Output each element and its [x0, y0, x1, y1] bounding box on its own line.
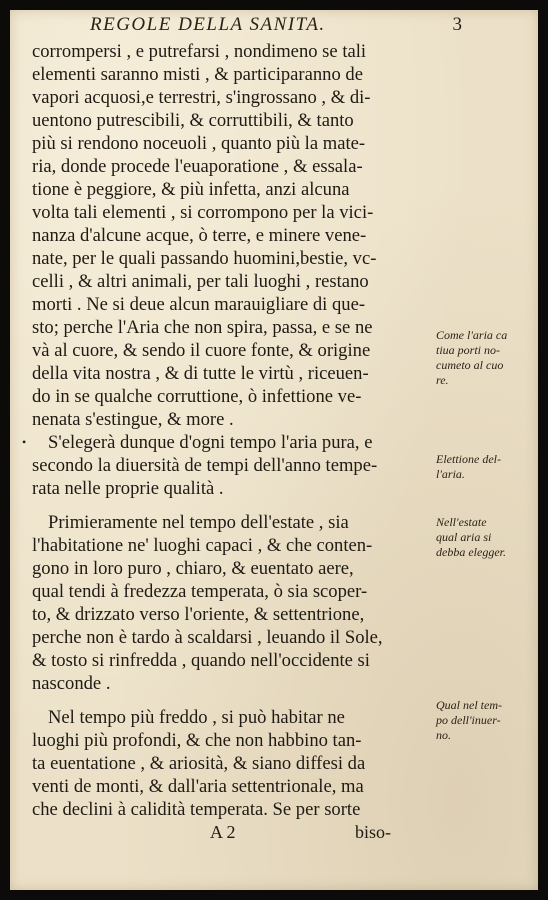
text-line: do in se qualche corruttione, ò infettione ve-	[32, 386, 362, 407]
text-line: nanza d'alcune acque, ò terre, e minere vene-	[32, 225, 367, 246]
text-line: tione è peggiore, & più infetta, anzi alcuna	[32, 179, 350, 200]
text-line: S'elegerà dunque d'ogni tempo l'aria pura, e	[48, 432, 373, 453]
text-line: nate, per le quali passando huomini,bestie, vc-	[32, 248, 377, 269]
text-line: sto; perche l'Aria che non spira, passa, e se ne	[32, 317, 373, 338]
margin-note	[436, 515, 506, 560]
margin-note	[436, 328, 507, 388]
text-line: corrompersi , e putrefarsi , nondimeno se tali	[32, 41, 367, 62]
text-line: qual tendi à fredezza temperata, ò sia scoper-	[32, 581, 368, 602]
text-line: che declini à calidità temperata. Se per sorte	[32, 799, 361, 820]
body-text	[22, 40, 434, 821]
text-line: & tosto si rinfredda , quando nell'occidente si	[32, 650, 370, 671]
running-head: REGOLE DELLA SANITA.	[90, 14, 326, 35]
margin-note-line: qual aria si	[436, 530, 492, 544]
margin-note-line: re.	[436, 373, 449, 387]
signature-mark: A 2	[210, 822, 236, 842]
margin-note-line: tiua porti no-	[436, 343, 501, 357]
text-line: nasconde .	[32, 673, 111, 694]
margin-note-line: l'aria.	[436, 467, 465, 481]
text-line: và al cuore, & sendo il cuore fonte, & origine	[32, 340, 371, 361]
paragraph-first-line: Primieramente nel tempo dell'estate , sia	[48, 512, 349, 533]
margin-note	[436, 452, 501, 482]
paragraph-first-line	[22, 431, 434, 454]
page-footer	[10, 822, 538, 846]
text-line: ria, donde procede l'euaporatione , & essala-	[32, 156, 363, 177]
margin-note-line: Elettione del-	[436, 452, 501, 466]
margin-notes	[436, 10, 536, 890]
catchword: biso-	[355, 822, 391, 842]
text-line: luoghi più profondi, & che non habbino tan-	[32, 730, 362, 751]
margin-note-line: Nell'estate	[436, 515, 487, 529]
margin-note-line: Come l'aria ca	[436, 328, 508, 342]
text-line: uentono putrescibili, & corruttibili, & tanto	[32, 110, 354, 131]
text-line: nenata s'estingue, & more .	[32, 409, 234, 430]
margin-note-line: cumeto al cuo	[436, 358, 504, 372]
text-line: perche non è tardo à scaldarsi , leuando il Sole,	[32, 627, 383, 648]
text-line: to, & drizzato verso l'oriente, & settentrione,	[32, 604, 365, 625]
text-line: elementi saranno misti , & participaranno de	[32, 64, 363, 85]
book-page	[10, 10, 538, 890]
text-line: vapori acquosi,e terrestri, s'ingrossano , & di-	[32, 87, 371, 108]
text-line: celli , & altri animali, per tali luoghi , restano	[32, 271, 369, 292]
text-line: volta tali elementi , si corrompono per la vici-	[32, 202, 374, 223]
paragraph-first-line: Nel tempo più freddo , si può habitar ne	[48, 707, 345, 728]
text-line: morti . Ne si deue alcun marauigliare di que-	[32, 294, 366, 315]
page-header	[90, 14, 470, 40]
margin-note-line: no.	[436, 728, 451, 742]
text-line: gono in loro puro , chiaro, & euentato aere,	[32, 558, 354, 579]
margin-note-line: debba elegger.	[436, 545, 506, 559]
text-line: ta euentatione , & ariosità, & siano diffesi da	[32, 753, 366, 774]
text-line: rata nelle proprie qualità .	[32, 478, 224, 499]
page-number: 3	[452, 14, 462, 35]
text-line: della vita nostra , & di tutte le virtù , riceuen-	[32, 363, 369, 384]
margin-note-line: po dell'inuer-	[436, 713, 501, 727]
text-line: l'habitatione ne' luoghi capaci , & che conten-	[32, 535, 373, 556]
text-line: venti de monti, & dall'aria settentrionale, ma	[32, 776, 364, 797]
margin-note	[436, 698, 502, 743]
bullet-icon: •	[22, 435, 27, 449]
text-line: secondo la diuersità de tempi dell'anno tempe-	[32, 455, 378, 476]
text-line: più si rendono noceuoli , quanto più la mate-	[32, 133, 366, 154]
margin-note-line: Qual nel tem-	[436, 698, 502, 712]
